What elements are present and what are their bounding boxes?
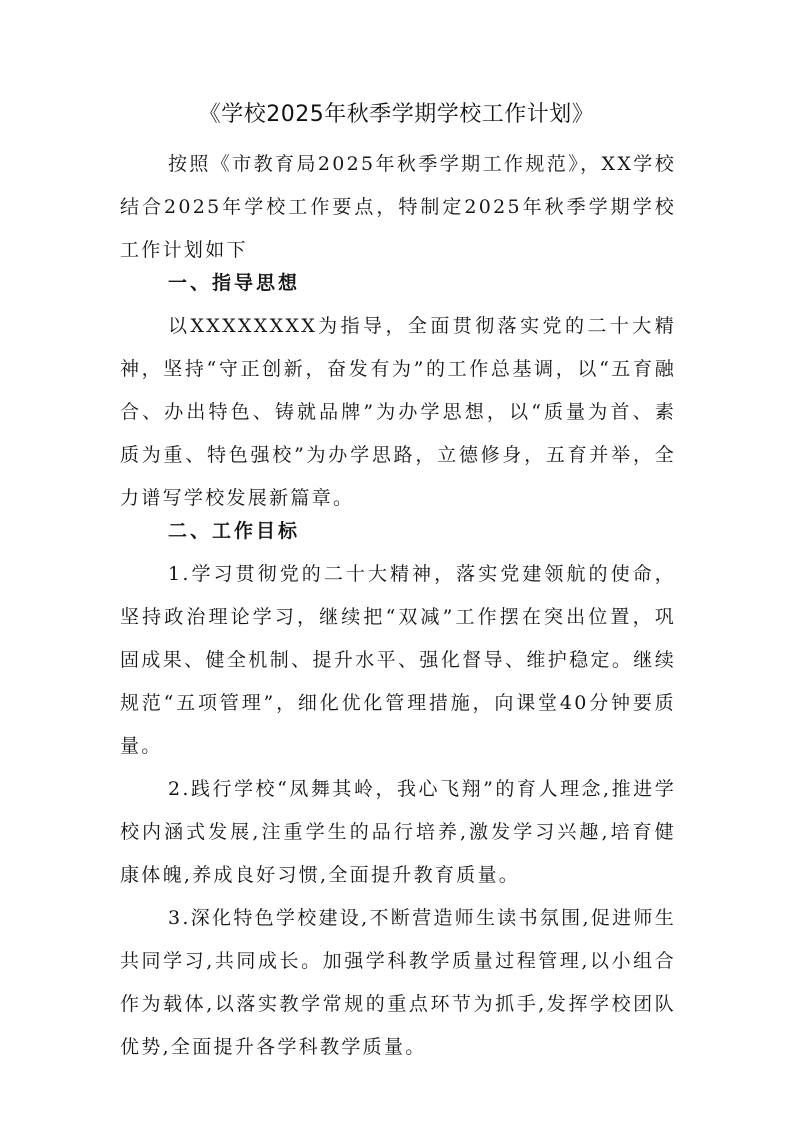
document-title: 《学校2025年秋季学期学校工作计划》 <box>198 102 595 127</box>
goal-paragraph-1: 1.学习贯彻党的二十大精神，落实党建领航的使命，坚持政治理论学习，继续把“双减”工作摆在突出位置，巩固成果、健全机制、提升水平、强化督导、维护稳定。继续规范“五项管理”，细化优化管理措施，向课堂40分钟要质量。 <box>120 563 676 757</box>
section-heading: 二、工作目标 <box>168 520 301 542</box>
section-guiding-ideology <box>120 262 676 520</box>
section-work-goals <box>120 510 676 1069</box>
goal-paragraph-3: 3.深化特色学校建设,不断营造师生读书氛围,促进师生共同学习,共同成长。加强学科教学质量过程管理,以小组合作为载体,以落实教学常规的重点环节为抓手,发挥学校团队优势,全面提升各学科教学质量。 <box>120 907 677 1058</box>
goal-paragraph-2: 2.践行学校“凤舞其岭，我心飞翔”的育人理念,推进学校内涵式发展,注重学生的品行培养,激发学习兴趣,培育健康体魄,养成良好习惯,全面提升教育质量。 <box>120 778 676 886</box>
section-heading: 一、指导思想 <box>168 272 301 294</box>
section-paragraph: 以XXXXXXXX为指导，全面贯彻落实党的二十大精神，坚持“守正创新，奋发有为”的工作总基调，以“五育融合、办出特色、铸就品牌”为办学思想，以“质量为首、素质为重、特色强校”为办学思路，立德修身，五育并举，全力谱写学校发展新篇章。 <box>120 315 676 509</box>
intro-block <box>120 143 676 272</box>
intro-paragraph: 按照《市教育局2025年秋季学期工作规范》，XX学校结合2025年学校工作要点，特制定2025年秋季学期学校工作计划如下 <box>120 153 676 261</box>
